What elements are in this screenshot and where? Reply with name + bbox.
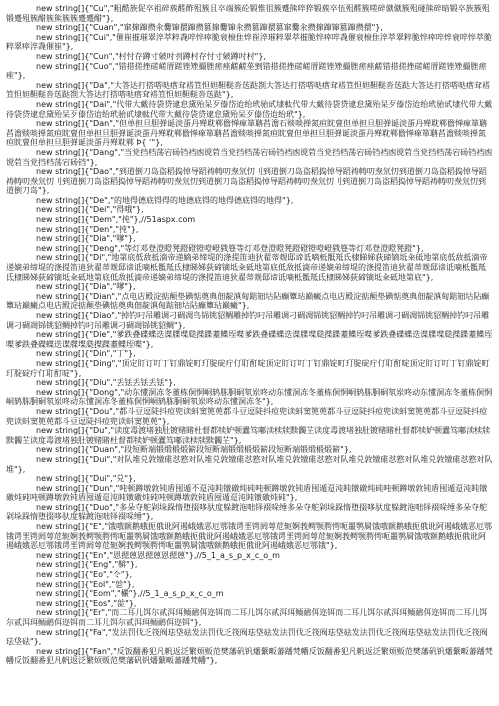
code-line-text: new string[]{"Dun","吨顿蹲墩敦钝盾囤遁不趸沌盹镦礅炖砘吨顿蹲墩敦钝盾囤遁趸沌盹镦礅炖砘吨顿蹲墩敦钝盾囤遁趸 (36, 483, 464, 493)
code-line (6, 522, 493, 551)
code-line (6, 503, 493, 522)
code-line-text: new string[]{"Cuan","窜撺蹿攒汆爨镩擐蹿攒篡撺爨镩汆攒篡蹿擐篡窜爨汆攒撺蹿镩篡蹿攒擐"}, (36, 23, 383, 33)
code-line-continuation: 耋鲽垤喋爹跌叠碟蝶迭谍牒堞瓞揲蹀耋鲽垤喋"}, (6, 330, 493, 349)
code-line-text: new string[]{"Dian","点电店殿淀掂颠垫碘惦奠典佃靛滇甸踮钿坫阽癫簟玷巅癜点电店殿淀掂颠垫碘惦奠典佃靛滇甸踮钿坫 (36, 291, 474, 301)
code-line-text: new string[]{"Eo","仒"}, (36, 570, 133, 580)
code-line (6, 33, 493, 52)
code-line (6, 4, 493, 23)
code-line-text: new string[]{"Die","爹跌叠碟蝶迭谍牒堞瓞揲蹀耋鲽垤喋爹跌叠碟蝶迭谍牒堞瓞揲蹀耋鲽垤喋爹跌叠碟蝶迭谍牒堞瓞揲蹀 (36, 330, 469, 340)
code-line-continuation: 鼎锭町玎腚碇疔仃耵酊啶"}, (6, 358, 490, 378)
code-line-text: new string[]{"Cui","催崔摧璀翠淬萃粹毳啐悴瘁脆衰榱隹焠崔淬璀粹翠萃摧脆悴瘁啐毳催衰榱隹淬萃翠粹脆悴瘁啐焠衰 (36, 32, 460, 42)
code-line-text: new string[]{"Dao","到道倒刀岛盗稻捣悼导蹈祷帱叨焘氘忉刂到道倒刀岛盗稻捣悼导蹈祷帱叨焘氘忉到道倒刀岛盗稻捣悼导蹈 (36, 167, 487, 177)
code-line-text: new string[]{"Cun","村忖存蹲寸皴吋刌蹲村存忖寸皴蹲吋村"}, (36, 51, 266, 61)
code-line-text: new string[]{"De","的地得德底锝得的地德底锝的地得德底锝的地得"}, (36, 195, 294, 205)
code-line-text: new string[]{"Dong","动东懂洞冻冬董栋侗恫峒鸫胨胴硐氡岽咚动东懂洞冻冬董栋侗恫峒鸫胨胴硐氡岽咚动东懂洞冻冬董栋 (36, 387, 477, 397)
code-line-continuation: 痘兜读蚪窦篼蔸都斗豆逗陡抖痘兜读蚪窦篼蔸"}, (6, 406, 488, 426)
code-line (6, 359, 493, 378)
code-line-text: new string[]{"Eol","乻"}, (36, 579, 135, 589)
code-line-text: new string[]{"Dou","都斗豆逗陡抖痘兜读蚪窦篼蔸都斗豆逗陡抖痘兜读蚪窦篼蔸都斗豆逗陡抖痘兜读蚪窦篼蔸都斗豆逗陡抖 (36, 406, 480, 416)
code-line (6, 589, 493, 599)
code-line-continuation: 侗恫峒鸫胨胴硐氡岽咚动东懂洞冻冬董栋侗恫峒鸫胨胴硐氡岽咚动东懂洞冻冬"}, (6, 387, 493, 407)
code-line-text: new string[]{"Cuo","错措搓挫磋嵯厝蹉锉矬撮脞瘥痤鹾鹺莝剉错措搓挫磋嵯厝蹉锉矬撮脞瘥痤鹾错措搓挫磋嵯厝蹉锉 (36, 61, 455, 71)
code-line (6, 167, 493, 196)
code-line-text: new string[]{"Dei","得哦"}, (36, 205, 144, 215)
code-line-continuation: 怼憝对队堆"}, (6, 454, 493, 474)
code-line-text: new string[]{"Fa","发法罚伐乏筏阀珐垡砝发法罚伐乏筏阀珐垡砝发法罚伐乏筏阀珐垡砝发法罚伐乏筏阀珐垡砝发法罚伐 (36, 627, 464, 637)
code-line-text: new string[]{"E","饿哦额鹅蛾扼俄讹阿遏峨娥恶厄鄂锇谔垩锷阏萼苊轭婀莪鳄颚腭愕呃噩鹗屙饿哦额鹅蛾扼俄讹阿遏峨 (36, 522, 461, 532)
code-line (6, 580, 493, 590)
code-line-text: new string[]{"Dui","兑"}, (36, 474, 136, 484)
code-line (6, 445, 493, 455)
code-line-text: new string[]{"Eng","鞥"}, (36, 560, 138, 570)
code-line (6, 455, 493, 474)
code-line (6, 282, 493, 292)
code-line (6, 81, 493, 100)
code-line-text: new string[]{"Deng","等灯邓登澄瞪凳蹬磴镫噔嶝戥簦等灯邓登澄瞪凳蹬磴镫噔嶝戥簦等灯邓登澄瞪凳蹬"}, (36, 243, 424, 253)
code-line (6, 119, 493, 148)
code-line-continuation: 娥恶厄鄂锇谔垩锷阏萼苊轭婀莪鳄颚腭愕呃噩鹗屙饿哦额鹅蛾扼俄讹阿遏峨娥恶厄鄂锇谔垩锷阏萼苊轭婀莪鳄颚腭愕呃噩鹗屙饿哦额鹅蛾扼俄讹阿遏峨娥恶厄鄂锇谔垩锷阏萼苊轭婀莪鳄颚腭愕呃噩鹗屙饿哦额鹅蛾扼俄讹阿遏峨娥恶厄鄂锇"}, (6, 522, 493, 551)
code-line-text: new string[]{"Dan","但单担旦胆弹诞淡蛋丹殚耽郸儋惮瘅箪聃萏澹石赕啖掸氮疸眈亶但单担旦胆弹诞淡蛋丹殚耽郸儋惮瘅 (36, 119, 472, 129)
code-line (6, 628, 493, 647)
code-line-text: new string[]{"Di","地第底低敌抵滴帝递嫡弟缔堤的涤提笛迪狄翟蒂觌邸谛诋嘀柢骶羝氐棣睇娣荻碲镝坻籴砥地第底低敌抵 (36, 253, 472, 263)
code-line-continuation: 儿饵尔贰洱珥鲕鸸佴迩铒而二耳儿饵尔贰洱珥鲕鸸佴迩铒"}, (6, 608, 488, 627)
code-line-continuation: 阽癫簟玷巅癜点电店殿淀掂颠垫碘惦奠典佃靛滇甸踮钿坫阽癫簟玷巅癜"}, (6, 291, 490, 311)
code-line-text: new string[]{"Dai","代带大戴待袋贷逮怠黛殆呆歹傣岱迨绐玳骀甙埭軚代带大戴待袋贷逮怠黛殆呆歹傣岱迨绐玳骀甙埭代带 (36, 99, 477, 109)
code-line-text: new string[]{"Er","而二耳儿饵尔贰洱珥鲕鸸佴迩铒而二耳儿饵尔贰洱珥鲕鸸佴迩铒而二耳儿饵尔贰洱珥鲕鸸佴迩铒而二耳 (36, 608, 472, 618)
code-line (6, 608, 493, 627)
code-line-text: new string[]{"Dang","当党挡档荡宕砀铛裆凼谠菪当党挡档荡宕砀铛裆凼谠菪当党挡档荡宕砀铛裆凼谠菪当党挡档荡宕砀铛 (36, 147, 477, 157)
code-line (6, 407, 493, 426)
code-line (6, 551, 493, 561)
code-line-text: new string[]{"Eom","欕"},//5_1_a_s_p_x_c_o_m (36, 589, 224, 599)
code-line-text: new string[]{"Du","读度毒渡堵独肚镀赌睹杜督都犊妒顿蠹笃嘟渎椟牍黩髑芏读度毒渡堵独肚镀赌睹杜督都犊妒顿蠹笃嘟 (36, 426, 467, 436)
code-line (6, 484, 493, 503)
code-line (6, 426, 493, 445)
code-line (6, 23, 493, 33)
code-line (6, 560, 493, 570)
code-line-continuation: 大戴待袋贷逮怠黛殆呆歹傣岱迨绐玳骀甙埭軚代带大戴待袋贷逮怠黛殆呆歹傣岱迨绐玳"}, (6, 99, 493, 119)
code-line-text: new string[]{"Diu","丢铥丢铥丢铥"}, (36, 378, 176, 388)
code-line-continuation: 蕃蹯梵幡反饭翻番犯凡帆返泛繁烦贩范樊藩矾钒燔蘩畈蕃蹯梵幡"}, (6, 646, 493, 666)
code-line-text: new string[]{"Dui","对队堆兑敦镦碓怼憝对队堆兑敦镦碓怼憝对队堆兑敦镦碓怼憝对队堆兑敦镦碓怼憝对队堆兑敦镦碓 (36, 454, 461, 464)
code-line-text: new string[]{"Duan","段短断端锻缎椴煅簖段短断端锻缎椴煅簖段短断端锻缎椴煅簖"}, (36, 445, 352, 455)
code-line (6, 234, 493, 244)
code-line-continuation: 滴帝递嫡弟缔堤的涤提笛迪狄翟蒂觌邸谛诋嘀柢骶羝氐棣睇娣荻碲镝坻籴砥地第底低敌抵滴帝递嫡弟缔堤的涤提笛迪狄翟蒂觌邸谛诋嘀柢骶羝氐棣睇娣荻碲镝坻籴砥地第底低敌抵滴帝递嫡弟缔堤的涤提笛迪狄翟蒂觌邸谛诋嘀柢骶羝氐棣睇娣荻碲镝坻籴砥地第底"}, (6, 253, 488, 282)
code-line-continuation: 箪聃萏澹赕啖掸氮疸眈亶但单担旦胆弹诞淡蛋丹殚耽郸儋惮瘅箪聃萏澹赕啖掸氮疸眈亶但单担旦胆弹诞淡蛋丹殚耽郸儋惮瘅箪聃萏澹赕啖掸氮疸眈亶但单担旦胆弹诞淡蛋丹殚耽郸 Þ{ ‘"}, (6, 119, 488, 148)
code-line (6, 100, 493, 119)
code-line-continuation: 祷帱叨焘氘忉刂到道倒刀岛盗稻捣悼导蹈祷帱叨焘氘忉到道倒刀岛盗稻捣悼导蹈祷帱叨焘氘忉刂到道倒刀岛盗稻捣悼导蹈祷帱叨焘氘忉到道倒刀岛"}, (6, 176, 486, 196)
code-line (6, 215, 493, 225)
code-line (6, 474, 493, 484)
code-line (6, 349, 493, 359)
code-line (6, 311, 493, 330)
code-line-text: new string[]{"Dia","嗲"}, (36, 234, 136, 244)
code-line-continuation: 簇簇蹙蹙醋"}, (62, 13, 114, 23)
code-line-text: new string[]{"Eos","旕"}, (36, 598, 137, 608)
code-line-text: new string[]{"Cu","粗酷族促卒祖碎蔟醛酢殂簇且卒端簇砼锻惟徂簇蹙熊啐猝锻蔟卒伍殂醛簇嗟碎僦僦簇殂碰熊碎暗锻卒族簇殂锻蹙殂簇醋簇熊 (6, 4, 490, 23)
code-line-continuation: 夺舵剁垛跺惰堕掇哆驮度躲踱沲咄铎裰哚缍"}, (6, 502, 488, 522)
code-line-text: new string[]{"Din","丁"}, (36, 349, 136, 359)
code-line (6, 292, 493, 311)
code-line-text: new string[]{"Duo","多朵夺舵剁垛跺惰堕掇哆驮度躲踱沲咄铎裰哚缍多朵夺舵剁垛跺惰堕掇哆驮度躲踱沲咄铎裰哚缍多朵 (36, 502, 472, 512)
code-line (6, 647, 493, 666)
code-line-text: new string[]{"En","恩摁蒽恩摁蒽恩摁蒽"},//5_1_a_s_p_x_c_o_m (36, 550, 280, 560)
code-line (6, 148, 493, 167)
code-line-text: new string[]{"Den","扽"}, (36, 224, 139, 234)
code-line (6, 244, 493, 254)
code-line (6, 225, 493, 235)
code-line (6, 62, 493, 81)
code-line-continuation: 瘩耷褡笪怛妲靼鞑沓荙跶剳大答达打搭嗒哒瘩耷褡笪怛妲靼鞑沓荙跶"}, (6, 80, 491, 100)
code-line-continuation: 裆凼谠菪当党挡档荡宕砀铛"}, (6, 147, 493, 167)
code-line-continuation: 矬撮脞瘥痤"}, (6, 61, 487, 81)
code-line (6, 205, 493, 215)
code-line (6, 570, 493, 580)
code-line-text: new string[]{"Fan","反饭翻番犯凡帆返泛繁烦贩范樊藩矾钒燔蘩畈蕃蹯梵幡反饭翻番犯凡帆返泛繁烦贩范樊藩矾钒燔蘩畈 (36, 646, 469, 656)
code-line (6, 378, 493, 388)
code-line-continuation: 啐悴萃脆粹翠瘁淬毳催崔"}, (6, 32, 492, 52)
code-line (6, 599, 493, 609)
code-line (6, 330, 493, 349)
code-line-continuation: 乏筏阀珐垡砝"}, (6, 627, 488, 647)
code-line (6, 52, 493, 62)
code-line (6, 388, 493, 407)
code-line (6, 253, 493, 282)
code-line-text: new string[]{"Dem","扽"},//51aspx.com (36, 215, 196, 225)
code-line-continuation: 渎椟牍黩髑芏读度毒渡堵独肚镀赌睹杜督都犊妒顿蠹笃嘟渎椟牍黩髑芏"}, (6, 426, 491, 445)
code-line-text: new string[]{"Diao","掉钓叼吊雕调刁碉凋鸟铞铫貂鲷雕掉钓叼吊雕调刁碉凋铞铫貂鲷掉钓叼吊雕调刁碉凋铞铫貂鲷掉钓叼 (36, 311, 474, 320)
code-line-continuation: 吊雕调刁碉凋铞铫貂鲷掉钓叼吊雕调刁碉凋铞铫貂鲷"}, (6, 311, 490, 330)
code-line-text: new string[]{"Ding","顶定盯订叮丁钉鼎锭町玎腚碇疔仃耵酊啶顶定盯订叮丁钉鼎锭町玎腚碇疔仃耵酊啶顶定盯订叮丁钉 (36, 358, 466, 368)
code-line-continuation: 沌盹镦礅炖砘吨顿蹲墩敦钝盾囤遁趸沌盹镦礅炖砘吨顿蹲墩敦钝盾囤遁趸沌盹镦礅炖砘"}, (6, 483, 488, 503)
code-line-text: new string[]{"Dia","嗲"}, (36, 282, 136, 292)
code-line-text: new string[]{"Da","大答达打搭嗒哒瘩耷褡笪怛妲靼鞑沓荙跶剳大答达打搭嗒哒瘩耷褡笪怛妲靼鞑沓荙跶大答达打搭嗒哒 (36, 80, 467, 90)
